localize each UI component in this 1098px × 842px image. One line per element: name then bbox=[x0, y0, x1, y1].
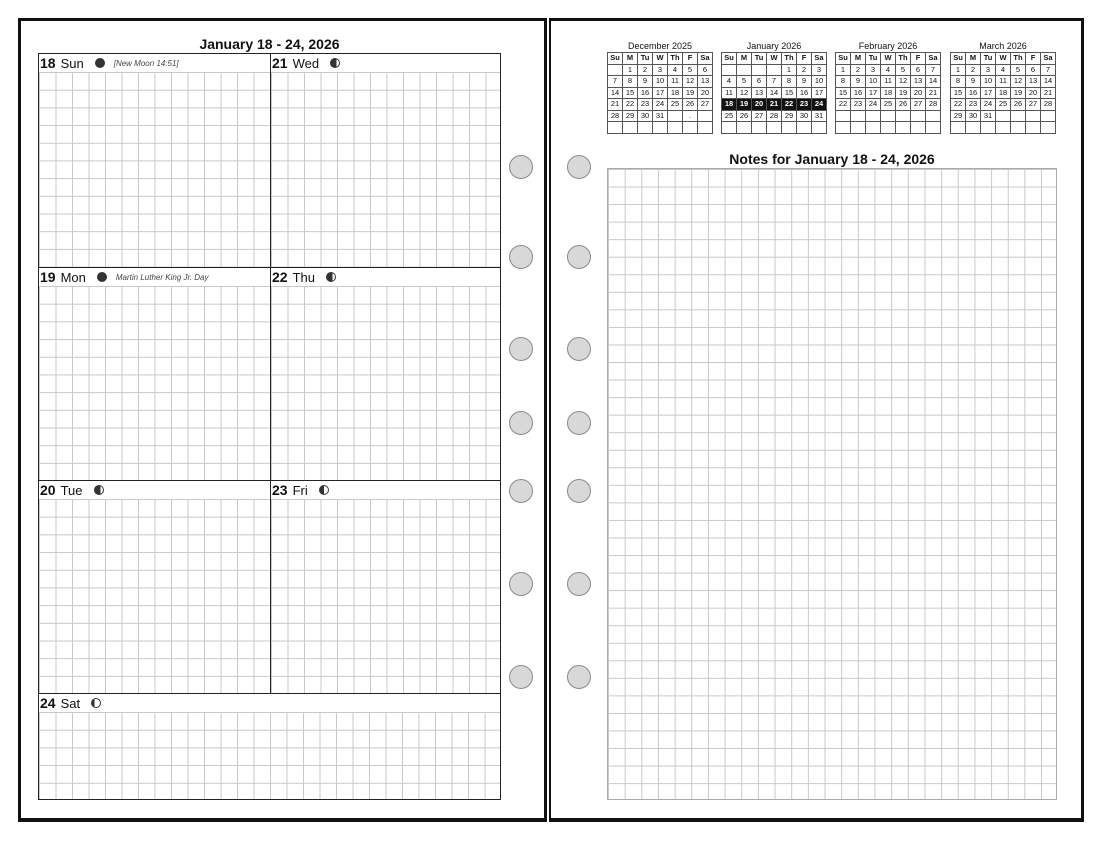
calendar-day: 4 bbox=[668, 64, 683, 76]
weekday-header: Su bbox=[836, 53, 851, 65]
calendar-day: 12 bbox=[896, 76, 911, 88]
calendar-day bbox=[797, 122, 812, 134]
calendar-day: 13 bbox=[752, 87, 767, 99]
binder-hole-icon bbox=[567, 337, 591, 361]
calendar-day: 10 bbox=[981, 76, 996, 88]
weekday-header: F bbox=[1026, 53, 1041, 65]
day-thu[interactable] bbox=[271, 268, 500, 480]
calendar-day: 27 bbox=[1026, 99, 1041, 111]
calendar-day bbox=[926, 110, 941, 122]
calendar-day bbox=[896, 122, 911, 134]
calendar-day: 14 bbox=[1041, 76, 1056, 88]
calendar-day: 9 bbox=[966, 76, 981, 88]
calendar-day: 17 bbox=[653, 87, 668, 99]
calendar-day: 2 bbox=[638, 64, 653, 76]
calendar-month-title: March 2026 bbox=[979, 41, 1027, 51]
calendar-table bbox=[721, 52, 827, 134]
calendar-table bbox=[607, 52, 713, 134]
mini-calendar-january bbox=[721, 41, 827, 134]
binder-hole-icon bbox=[509, 665, 533, 689]
calendar-day: 22 bbox=[836, 99, 851, 111]
row-divider bbox=[39, 693, 500, 694]
calendar-day bbox=[881, 122, 896, 134]
calendar-day: 18 bbox=[881, 87, 896, 99]
day-note: Martin Luther King Jr. Day bbox=[115, 272, 209, 282]
calendar-day: 12 bbox=[683, 76, 698, 88]
calendar-day: 19 bbox=[737, 99, 752, 111]
weekday-header: Sa bbox=[812, 53, 827, 65]
calendar-day: 23 bbox=[966, 99, 981, 111]
day-grid bbox=[271, 286, 500, 480]
weekday-header: Th bbox=[1011, 53, 1026, 65]
calendar-day: 30 bbox=[638, 110, 653, 122]
calendar-day: 24 bbox=[866, 99, 881, 111]
calendar-day: 17 bbox=[812, 87, 827, 99]
calendar-day: 3 bbox=[812, 64, 827, 76]
calendar-day: 18 bbox=[722, 99, 737, 111]
calendar-day bbox=[737, 122, 752, 134]
binder-hole-icon bbox=[509, 337, 533, 361]
calendar-day bbox=[698, 110, 713, 122]
calendar-day: 21 bbox=[926, 87, 941, 99]
day-number: 18 bbox=[40, 55, 56, 71]
calendar-day: 21 bbox=[1041, 87, 1056, 99]
week-title: January 18 - 24, 2026 bbox=[199, 36, 340, 52]
calendar-day: 22 bbox=[951, 99, 966, 111]
weekday-header: Sa bbox=[926, 53, 941, 65]
mini-calendar-february bbox=[835, 41, 941, 134]
new-moon-icon bbox=[97, 272, 107, 282]
binder-hole-icon bbox=[509, 245, 533, 269]
calendar-day: 4 bbox=[996, 64, 1011, 76]
calendar-day: 1 bbox=[951, 64, 966, 76]
weekday-header: M bbox=[966, 53, 981, 65]
weekday-header: Tu bbox=[638, 53, 653, 65]
calendar-day bbox=[1026, 122, 1041, 134]
calendar-day: 29 bbox=[782, 110, 797, 122]
calendar-day: 4 bbox=[722, 76, 737, 88]
calendar-day: 30 bbox=[966, 110, 981, 122]
new-moon-icon bbox=[95, 58, 105, 68]
day-name: Wed bbox=[292, 55, 320, 71]
calendar-day: 11 bbox=[668, 76, 683, 88]
notes-grid[interactable] bbox=[607, 168, 1057, 800]
day-grid bbox=[39, 712, 500, 799]
calendar-day: 6 bbox=[752, 76, 767, 88]
calendar-day bbox=[752, 122, 767, 134]
calendar-day: 16 bbox=[797, 87, 812, 99]
day-number: 22 bbox=[272, 269, 288, 285]
calendar-day: 22 bbox=[623, 99, 638, 111]
calendar-day bbox=[926, 122, 941, 134]
mini-calendar-march bbox=[950, 41, 1056, 134]
binder-hole-icon bbox=[509, 155, 533, 179]
calendar-table bbox=[835, 52, 941, 134]
day-grid bbox=[39, 499, 270, 693]
day-note: [New Moon 14:51] bbox=[113, 58, 179, 68]
calendar-day bbox=[836, 122, 851, 134]
calendar-day: 17 bbox=[866, 87, 881, 99]
calendar-day bbox=[966, 122, 981, 134]
calendar-day bbox=[866, 110, 881, 122]
calendar-day: 5 bbox=[896, 64, 911, 76]
calendar-day: 9 bbox=[797, 76, 812, 88]
calendar-day: 21 bbox=[767, 99, 782, 111]
calendar-day: 19 bbox=[896, 87, 911, 99]
weekday-header: W bbox=[653, 53, 668, 65]
calendar-day: 29 bbox=[623, 110, 638, 122]
weekday-header: Tu bbox=[981, 53, 996, 65]
calendar-day: 31 bbox=[981, 110, 996, 122]
weekday-header: F bbox=[797, 53, 812, 65]
calendar-day bbox=[851, 122, 866, 134]
calendar-day: 23 bbox=[851, 99, 866, 111]
calendar-day: 24 bbox=[981, 99, 996, 111]
calendar-day bbox=[911, 122, 926, 134]
calendar-day bbox=[851, 110, 866, 122]
binder-hole-icon bbox=[509, 411, 533, 435]
week-grid bbox=[38, 53, 501, 800]
calendar-day: 16 bbox=[638, 87, 653, 99]
calendar-day bbox=[1011, 110, 1026, 122]
day-grid bbox=[271, 499, 500, 693]
calendar-day: 15 bbox=[782, 87, 797, 99]
calendar-day: 12 bbox=[737, 87, 752, 99]
calendar-day bbox=[653, 122, 668, 134]
calendar-day bbox=[782, 122, 797, 134]
calendar-day: 14 bbox=[767, 87, 782, 99]
calendar-day bbox=[896, 110, 911, 122]
calendar-day: 25 bbox=[996, 99, 1011, 111]
day-name: Mon bbox=[60, 269, 86, 285]
calendar-day bbox=[668, 110, 683, 122]
calendar-day: 27 bbox=[698, 99, 713, 111]
calendar-day: 16 bbox=[851, 87, 866, 99]
weekday-header: M bbox=[623, 53, 638, 65]
calendar-day: 19 bbox=[683, 87, 698, 99]
calendar-day bbox=[1026, 110, 1041, 122]
day-mon[interactable] bbox=[39, 268, 270, 480]
calendar-day: 9 bbox=[851, 76, 866, 88]
calendar-month-title: February 2026 bbox=[858, 41, 918, 51]
day-wed[interactable] bbox=[271, 54, 500, 267]
day-tue[interactable] bbox=[39, 481, 270, 693]
calendar-day bbox=[951, 122, 966, 134]
calendar-day: 22 bbox=[782, 99, 797, 111]
calendar-month-title: December 2025 bbox=[627, 41, 693, 51]
calendar-day bbox=[866, 122, 881, 134]
calendar-day: 15 bbox=[836, 87, 851, 99]
calendar-day: 24 bbox=[812, 99, 827, 111]
column-divider bbox=[270, 54, 271, 693]
calendar-day: 23 bbox=[797, 99, 812, 111]
weekday-header: Th bbox=[668, 53, 683, 65]
calendar-day bbox=[881, 110, 896, 122]
calendar-day: 3 bbox=[981, 64, 996, 76]
calendar-day: 2 bbox=[797, 64, 812, 76]
calendar-day: 1 bbox=[623, 64, 638, 76]
calendar-day: 2 bbox=[851, 64, 866, 76]
weekday-header: Sa bbox=[1041, 53, 1056, 65]
calendar-day: 28 bbox=[926, 99, 941, 111]
weekday-header: W bbox=[767, 53, 782, 65]
calendar-day: 8 bbox=[951, 76, 966, 88]
calendar-day bbox=[737, 64, 752, 76]
notes-title: Notes for January 18 - 24, 2026 bbox=[729, 151, 935, 167]
calendar-day: 1 bbox=[836, 64, 851, 76]
calendar-day: 24 bbox=[653, 99, 668, 111]
calendar-day: 10 bbox=[812, 76, 827, 88]
weekday-header: Tu bbox=[752, 53, 767, 65]
calendar-day: 1 bbox=[782, 64, 797, 76]
day-grid bbox=[271, 72, 500, 267]
calendar-day: 13 bbox=[911, 76, 926, 88]
calendar-day: 20 bbox=[1026, 87, 1041, 99]
row-divider bbox=[39, 480, 500, 481]
calendar-day: 13 bbox=[698, 76, 713, 88]
weekday-header: W bbox=[996, 53, 1011, 65]
calendar-day: 21 bbox=[608, 99, 623, 111]
calendar-day: 28 bbox=[767, 110, 782, 122]
calendar-day: 20 bbox=[698, 87, 713, 99]
calendar-day: 6 bbox=[1026, 64, 1041, 76]
day-grid bbox=[39, 72, 270, 267]
day-name: Fri bbox=[292, 482, 308, 498]
calendar-day: 25 bbox=[722, 110, 737, 122]
day-number: 24 bbox=[40, 695, 56, 711]
calendar-day: 6 bbox=[911, 64, 926, 76]
calendar-day bbox=[623, 122, 638, 134]
calendar-day: 30 bbox=[797, 110, 812, 122]
weekday-header: Su bbox=[608, 53, 623, 65]
calendar-day: 26 bbox=[1011, 99, 1026, 111]
calendar-day: 8 bbox=[782, 76, 797, 88]
weekday-header: Th bbox=[782, 53, 797, 65]
calendar-day bbox=[1041, 122, 1056, 134]
calendar-day: 7 bbox=[767, 76, 782, 88]
calendar-day: 7 bbox=[926, 64, 941, 76]
calendar-day bbox=[1041, 110, 1056, 122]
calendar-day: 20 bbox=[752, 99, 767, 111]
calendar-day: 26 bbox=[896, 99, 911, 111]
day-grid bbox=[39, 286, 270, 480]
calendar-day: 11 bbox=[881, 76, 896, 88]
weekday-header: Su bbox=[722, 53, 737, 65]
weekday-header: F bbox=[683, 53, 698, 65]
calendar-day bbox=[767, 122, 782, 134]
calendar-day bbox=[722, 122, 737, 134]
calendar-day: 4 bbox=[881, 64, 896, 76]
binder-hole-icon bbox=[567, 479, 591, 503]
calendar-day: 12 bbox=[1011, 76, 1026, 88]
calendar-day bbox=[608, 122, 623, 134]
calendar-day: . bbox=[683, 110, 698, 122]
calendar-day: 16 bbox=[966, 87, 981, 99]
calendar-day bbox=[996, 110, 1011, 122]
calendar-day: 5 bbox=[683, 64, 698, 76]
calendar-day bbox=[698, 122, 713, 134]
binder-hole-icon bbox=[567, 572, 591, 596]
calendar-day bbox=[752, 64, 767, 76]
calendar-day: 10 bbox=[866, 76, 881, 88]
weekday-header: Su bbox=[951, 53, 966, 65]
weekday-header: M bbox=[737, 53, 752, 65]
calendar-day: 25 bbox=[881, 99, 896, 111]
waxing-crescent-moon-icon bbox=[94, 485, 104, 495]
calendar-day bbox=[668, 122, 683, 134]
day-number: 23 bbox=[272, 482, 288, 498]
calendar-day bbox=[767, 64, 782, 76]
day-name: Sun bbox=[60, 55, 84, 71]
calendar-day bbox=[722, 64, 737, 76]
waxing-crescent-moon-icon bbox=[326, 272, 336, 282]
row-divider bbox=[39, 267, 500, 268]
calendar-day: 8 bbox=[623, 76, 638, 88]
calendar-day bbox=[836, 110, 851, 122]
calendar-day: 31 bbox=[653, 110, 668, 122]
calendar-day: 2 bbox=[966, 64, 981, 76]
calendar-day: 13 bbox=[1026, 76, 1041, 88]
calendar-day: 3 bbox=[866, 64, 881, 76]
weekday-header: Th bbox=[896, 53, 911, 65]
mini-calendar-december bbox=[607, 41, 713, 134]
day-number: 20 bbox=[40, 482, 56, 498]
calendar-day: 8 bbox=[836, 76, 851, 88]
calendar-day bbox=[1011, 122, 1026, 134]
calendar-day: 15 bbox=[623, 87, 638, 99]
weekday-header: F bbox=[911, 53, 926, 65]
calendar-day bbox=[608, 64, 623, 76]
calendar-day: 19 bbox=[1011, 87, 1026, 99]
calendar-day: 17 bbox=[981, 87, 996, 99]
binder-hole-icon bbox=[567, 411, 591, 435]
calendar-day bbox=[812, 122, 827, 134]
calendar-day bbox=[911, 110, 926, 122]
waxing-crescent-moon-icon bbox=[330, 58, 340, 68]
calendar-day: 18 bbox=[996, 87, 1011, 99]
weekday-header: Tu bbox=[866, 53, 881, 65]
calendar-day: 23 bbox=[638, 99, 653, 111]
calendar-day: 27 bbox=[752, 110, 767, 122]
day-number: 21 bbox=[272, 55, 288, 71]
day-name: Thu bbox=[292, 269, 315, 285]
calendar-day: 10 bbox=[653, 76, 668, 88]
calendar-day: 5 bbox=[1011, 64, 1026, 76]
weekday-header: Sa bbox=[698, 53, 713, 65]
calendar-day bbox=[996, 122, 1011, 134]
calendar-day bbox=[981, 122, 996, 134]
calendar-day: 27 bbox=[911, 99, 926, 111]
calendar-day: 15 bbox=[951, 87, 966, 99]
calendar-day: 3 bbox=[653, 64, 668, 76]
day-sat[interactable] bbox=[39, 694, 500, 799]
calendar-day: 25 bbox=[668, 99, 683, 111]
weekday-header: M bbox=[851, 53, 866, 65]
calendar-day: 28 bbox=[1041, 99, 1056, 111]
calendar-day: 14 bbox=[608, 87, 623, 99]
calendar-day: 6 bbox=[698, 64, 713, 76]
calendar-month-title: January 2026 bbox=[746, 41, 802, 51]
calendar-day: 28 bbox=[608, 110, 623, 122]
calendar-day: 9 bbox=[638, 76, 653, 88]
calendar-table bbox=[950, 52, 1056, 134]
calendar-day: 7 bbox=[1041, 64, 1056, 76]
binder-hole-icon bbox=[567, 665, 591, 689]
day-name: Tue bbox=[60, 482, 83, 498]
calendar-day: 11 bbox=[722, 87, 737, 99]
binder-hole-icon bbox=[509, 479, 533, 503]
calendar-day: 5 bbox=[737, 76, 752, 88]
calendar-day: 7 bbox=[608, 76, 623, 88]
calendar-day: 26 bbox=[737, 110, 752, 122]
calendar-day bbox=[638, 122, 653, 134]
calendar-day: 20 bbox=[911, 87, 926, 99]
first-quarter-moon-icon bbox=[319, 485, 329, 495]
waxing-gibbous-moon-icon bbox=[91, 698, 101, 708]
day-fri[interactable] bbox=[271, 481, 500, 693]
day-number: 19 bbox=[40, 269, 56, 285]
calendar-day: 29 bbox=[951, 110, 966, 122]
calendar-day: 14 bbox=[926, 76, 941, 88]
calendar-day: 31 bbox=[812, 110, 827, 122]
day-sun[interactable] bbox=[39, 54, 270, 267]
calendar-day: 26 bbox=[683, 99, 698, 111]
calendar-day: 11 bbox=[996, 76, 1011, 88]
binder-hole-icon bbox=[509, 572, 533, 596]
calendar-day bbox=[683, 122, 698, 134]
weekday-header: W bbox=[881, 53, 896, 65]
binder-hole-icon bbox=[567, 245, 591, 269]
binder-hole-icon bbox=[567, 155, 591, 179]
day-name: Sat bbox=[60, 695, 81, 711]
calendar-day: 18 bbox=[668, 87, 683, 99]
